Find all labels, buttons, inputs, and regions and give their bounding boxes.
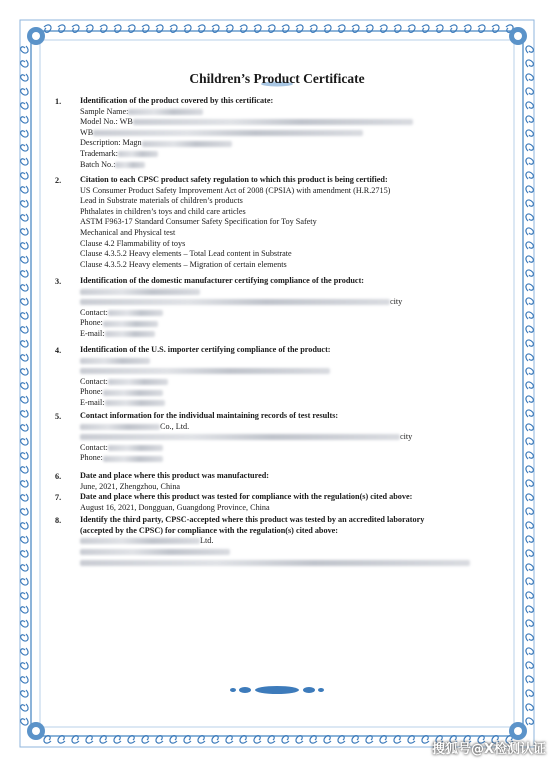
line-text: Contact: [80,442,108,452]
redacted-text [80,424,160,430]
section-line [80,117,500,128]
line-text: (accepted by the CPSC) for compliance with the regulation(s) cited above: [80,525,339,535]
section-line [80,366,500,377]
line-text: Description: Magn [80,138,142,148]
section-line [80,287,500,298]
line-text: Phthalates in children’s toys and child care articles [80,206,246,216]
redacted-text [128,109,203,115]
section-heading: Citation to each CPSC product safety regulation to which this product is being certified: [80,175,388,184]
section-line [80,329,500,340]
section-line [80,387,500,398]
redacted-text [108,379,168,385]
line-text: Mechanical and Physical test [80,227,176,237]
section-line [80,356,500,367]
redacted-text [105,331,155,337]
line-text: Lead in Substrate materials of children’s products [80,196,243,206]
section-line [80,138,500,149]
line-text: city [390,297,403,307]
redacted-text [108,310,163,316]
section-heading: Date and place where this product was tested for compliance with the regulation(s) cited above: [80,492,413,501]
redacted-text [105,400,165,406]
watermark: 搜狐号@X检测认证 [431,742,546,757]
line-text: Phone: [80,318,103,328]
line-text: Sample Name: [80,106,129,116]
line-text: Batch No.: [80,159,116,169]
line-text: Contact: [80,307,108,317]
section-line [80,308,500,319]
section-line [80,482,500,493]
section-number: 4. [55,346,62,355]
section-line [80,228,500,239]
section-heading: Identification of the product covered by this certificate: [80,96,274,105]
redacted-text [80,358,150,364]
line-text: E-mail: [80,397,105,407]
redacted-text [80,299,390,305]
section-heading: Identify the third party, CPSC-accepted where this product was tested by an accredited laboratory [80,515,425,524]
section-line [80,160,500,171]
line-text: Co., Ltd. [160,421,190,431]
section-line [80,557,500,568]
line-text: Ltd. [200,536,214,546]
line-text: June, 2021, Zhengzhou, China [80,481,181,491]
section-line [80,432,500,443]
line-text: US Consumer Product Safety Improvement Act of 2008 (CPSIA) with amendment (H.R.2715) [80,185,391,195]
line-text: Clause 4.3.5.2 Heavy elements – Total Lead content in Substrate [80,249,292,259]
section-line [80,128,500,139]
redacted-text [80,434,400,440]
section-line [80,107,500,118]
line-text: Clause 4.2 Flammability of toys [80,238,186,248]
section-number: 8. [55,516,62,525]
line-text: E-mail: [80,328,105,338]
line-text: WB [80,127,94,137]
section-heading: Date and place where this product was manufactured: [80,471,269,480]
line-text: Phone: [80,387,103,397]
section-line [80,398,500,409]
section-line [80,260,500,271]
redacted-text [103,456,163,462]
certificate-title: Children’s Product Certificate [189,71,365,86]
section-line [80,217,500,228]
section-number: 2. [55,176,62,185]
section-line [80,526,500,537]
section-line [80,453,500,464]
section-line [80,149,500,160]
section-number: 6. [55,472,62,481]
section-number: 5. [55,412,62,421]
section-line [80,377,500,388]
redacted-text [118,151,158,157]
line-text: Clause 4.3.5.2 Heavy elements – Migration of certain elements [80,259,287,269]
section-line [80,249,500,260]
section-line [80,196,500,207]
section-line [80,239,500,250]
redacted-text [80,368,330,374]
section-line [80,318,500,329]
section-heading: Contact information for the individual maintaining records of test results: [80,411,339,420]
section-heading: Identification of the domestic manufacturer certifying compliance of the product: [80,276,365,285]
redacted-text [80,560,470,566]
redacted-text [80,538,200,544]
line-text: Contact: [80,376,108,386]
redacted-text [80,289,200,295]
redacted-text [108,445,163,451]
section-number: 3. [55,277,62,286]
line-text: Model No.: WB [80,117,133,127]
redacted-text [93,130,363,136]
redacted-text [103,390,163,396]
section-number: 7. [55,493,62,502]
line-text: August 16, 2021, Dongguan, Guangdong Province, China [80,502,270,512]
line-text: Trademark: [80,148,118,158]
redacted-text [133,119,413,125]
redacted-text [103,321,158,327]
line-text: Phone: [80,453,103,463]
line-text: ASTM F963-17 Standard Consumer Safety Specification for Toy Safety [80,217,317,227]
section-line [80,297,500,308]
redacted-text [115,162,145,168]
redacted-text [80,549,230,555]
section-line [80,547,500,558]
section-number: 1. [55,97,62,106]
section-line [80,422,500,433]
line-text: city [400,432,413,442]
redacted-text [142,141,232,147]
section-line [80,186,500,197]
section-heading: Identification of the U.S. importer certifying compliance of the product: [80,345,331,354]
section-line [80,503,500,514]
section-line [80,536,500,547]
section-line [80,443,500,454]
section-line [80,207,500,218]
